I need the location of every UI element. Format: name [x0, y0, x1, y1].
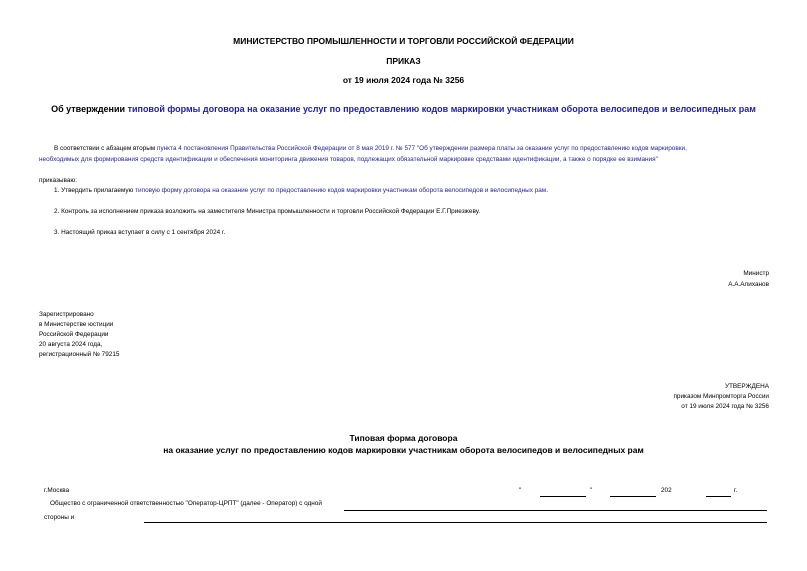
party-blank-line-1 [344, 510, 767, 511]
registration-line-1: Зарегистрировано [39, 311, 94, 318]
year-suffix: г. [734, 487, 738, 494]
party-line-2: стороны и [44, 514, 75, 521]
day-blank-line [540, 496, 586, 497]
preamble-text: В соответствии с абзацем вторым [54, 145, 157, 152]
approved-stamp: УТВЕРЖДЕНА [724, 383, 769, 390]
month-blank-line [610, 496, 656, 497]
item1-prefix: 1. Утвердить прилагаемую [54, 187, 136, 194]
operator-name: Общество с ограниченной ответственностью "Оператор-ЦРПТ" [50, 500, 239, 507]
order-item-2: 2. Контроль за исполнением приказа возложить на заместителя Министра промышленности и торговли Российской Федерации Е.Г.Приезжеву. [54, 208, 481, 215]
preamble-line-1 [54, 145, 687, 152]
form-link[interactable]: типовой формы договора на оказание услуг по предоставлению кодов маркировки участникам оборота велосипедов и велосипедных рам [127, 104, 756, 114]
day-quote-open: " [519, 487, 522, 494]
form-city: г.Москва [44, 487, 70, 494]
day-quote-close: " [590, 487, 593, 494]
approved-by: приказом Минпромторга России [673, 393, 769, 400]
form-subtitle: на оказание услуг по предоставлению кодов маркировки участникам оборота велосипедов и велосипедных рам [163, 445, 644, 455]
operator-name-rest: (далее - Оператор) с одной [238, 500, 322, 507]
approved-date: от 19 июля 2024 года № 3256 [681, 403, 769, 410]
order-date-number: от 19 июля 2024 года № 3256 [342, 75, 465, 85]
party-line-1 [50, 500, 322, 507]
signature-position: Министр [743, 270, 769, 277]
year-prefix: 202 [661, 487, 672, 494]
party-blank-line-2 [144, 522, 767, 523]
registration-line-2: в Министерстве юстиции [39, 321, 114, 328]
registration-line-3: Российской Федерации [39, 331, 109, 338]
preamble-ending: приказываю: [39, 177, 77, 184]
item1-form-link[interactable]: типовую форму договора на оказание услуг по предоставлению кодов маркировки участникам оборота велосипедов и велосипедных рам [135, 187, 547, 194]
order-title-prefix: Об утверждении [51, 104, 128, 114]
order-item-3: 3. Настоящий приказ вступает в силу с 1 сентября 2024 г. [54, 229, 226, 236]
signature-name: А.А.Алиханов [728, 281, 769, 288]
resolution-link-continued[interactable]: необходимых для формирования средств идентификации и обеспечения мониторинга движения товаров, подлежащих обязательной маркировке средствами идентификации, а также о порядке ее взимания" [39, 156, 658, 163]
registration-number: регистрационный № 79215 [39, 351, 120, 358]
resolution-link[interactable]: пункта 4 постановления Правительства Российской Федерации от 8 мая 2019 г. № 577 "Об утверждении размера платы за оказание услуг по предоставлению кодов маркировки, [156, 145, 687, 152]
form-title: Типовая форма договора [349, 433, 458, 443]
ministry-heading: МИНИСТЕРСТВО ПРОМЫШЛЕННОСТИ И ТОРГОВЛИ РОССИЙСКОЙ ФЕДЕРАЦИИ [233, 36, 574, 46]
order-title [0, 104, 807, 114]
registration-line-4: 20 августа 2024 года, [39, 341, 103, 348]
document-type: ПРИКАЗ [386, 56, 421, 66]
item1-suffix: . [546, 187, 548, 194]
year-blank-line [706, 496, 731, 497]
order-item-1 [54, 187, 548, 194]
